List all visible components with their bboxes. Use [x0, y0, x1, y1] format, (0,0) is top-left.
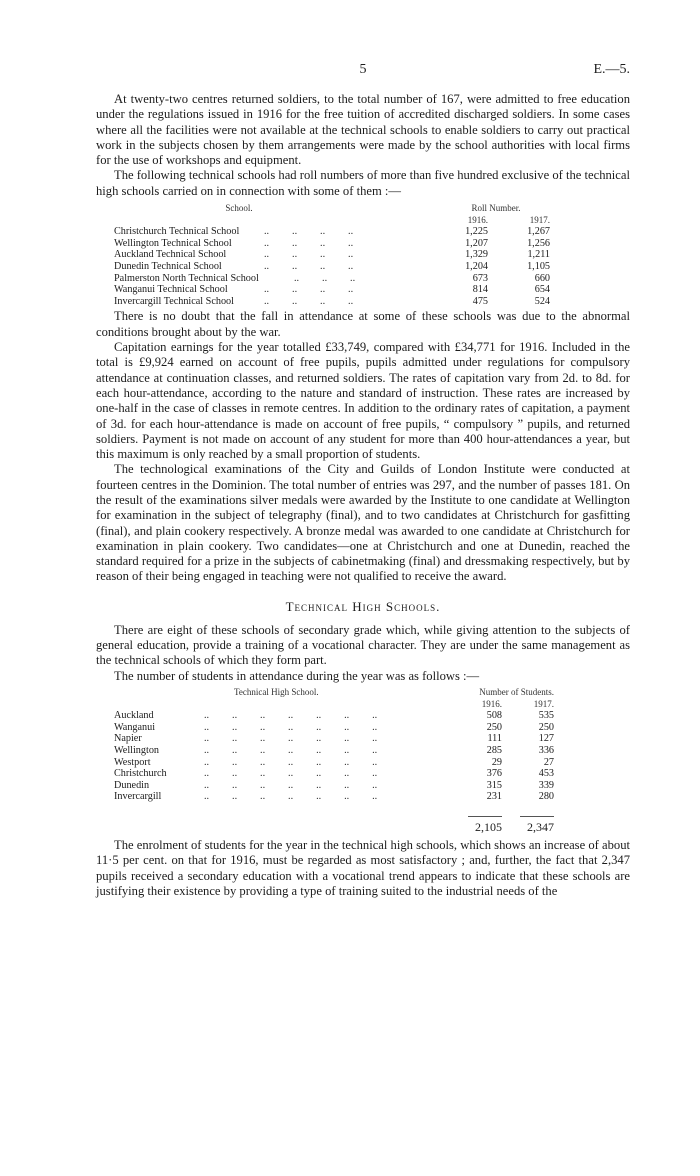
table1-school-name: Palmerston North Technical School — [114, 272, 259, 284]
paragraph-roll-numbers-intro: The following technical schools had roll numbers of more than five hundred exclusive of the technical high schools carried on in connection with some of them :— — [96, 168, 630, 198]
table1-school-name: Dunedin Technical School — [114, 261, 222, 273]
table2-school-name: Invercargill — [114, 791, 162, 803]
table2-students-header: Number of Students. — [479, 686, 554, 697]
table2-value-1916: 231 — [486, 791, 502, 803]
total-rule — [502, 803, 554, 821]
table1-value-1917: 1,267 — [527, 226, 550, 238]
total-1916: 2,105 — [475, 820, 502, 835]
table2-value-1916: 29 — [491, 756, 502, 768]
table1-value-1917: 1,256 — [527, 237, 550, 249]
table2-leader-dots: .. .. .. .. .. .. .. — [204, 791, 378, 803]
section-heading — [96, 599, 630, 615]
table1-leader-dots: .. .. .. .. — [264, 295, 354, 307]
table1-leader-dots: .. .. .. .. — [264, 226, 354, 238]
table1-school-name: Auckland Technical School — [114, 249, 227, 261]
table1-school-name: Wellington Technical School — [114, 237, 232, 249]
table-row — [114, 249, 550, 261]
table1-year-1916: 1916. — [467, 214, 488, 225]
table2-leader-dots: .. .. .. .. .. .. .. — [204, 779, 378, 791]
paragraph-enrolment: The enrolment of students for the year in the technical high schools, which shows an increase of about 11·5 per cent. on that for 1916, must be regarded as most satisfactory ; and, further, the fact that 2,347 pupils received a secondary education with a vocational trend appears to indicate that these schools are justifying their existence by providing a type of training suited to the industrial needs of the — [96, 838, 630, 898]
table2-value-1917: 535 — [538, 710, 554, 722]
table1-value-1917: 660 — [534, 272, 550, 284]
table2-school-name: Dunedin — [114, 779, 150, 791]
table2-value-1916: 376 — [486, 768, 502, 780]
students-table — [114, 687, 554, 834]
table1-value-1916: 475 — [472, 295, 488, 307]
page-header — [96, 62, 630, 92]
table1-value-1917: 524 — [534, 295, 550, 307]
table2-leader-dots: .. .. .. .. .. .. .. — [204, 768, 378, 780]
table2-leader-dots: .. .. .. .. .. .. .. — [204, 710, 378, 722]
table-row — [114, 710, 554, 722]
table1-leader-dots: .. .. .. — [294, 272, 356, 284]
table1-school-name: Invercargill Technical School — [114, 295, 234, 307]
table1-school-header: School. — [225, 203, 253, 214]
table1-leader-dots: .. .. .. .. — [264, 261, 354, 273]
table2-school-name: Auckland — [114, 710, 154, 722]
paragraph-capitation: Capitation earnings for the year totalled £33,749, compared with £34,771 for 1916. Included in the total is £9,924 earned on account of free pupils, pupils admitted under regulations for compulsory attendance at continuation classes, and returned soldiers. The rates of capitation vary from 2d. to 8d. for each hour-attendance, according to the nature and standard of instruction. These rates are increased by one-half in the case of classes in remote centres. In addition to the ordinary rates of capitation, a payment of 3d. for each hour-attendance is made on account of free pupils, “ compulsory ” pupils, and returned soldiers. Payment is not made on account of any student for more than 400 hour-attendances a year, but this maximum is only reached by a small proportion of students. — [96, 340, 630, 462]
table1-leader-dots: .. .. .. .. — [264, 249, 354, 261]
table2-leader-dots: .. .. .. .. .. .. .. — [204, 733, 378, 745]
table2-value-1917: 339 — [538, 779, 554, 791]
table1-value-1916: 1,204 — [465, 261, 488, 273]
table1-roll-number-header: Roll Number. — [471, 203, 521, 214]
table-row — [114, 273, 550, 285]
table2-value-1917: 250 — [538, 721, 554, 733]
table-row — [114, 757, 554, 769]
table-row — [114, 296, 550, 308]
table1-value-1916: 1,207 — [465, 237, 488, 249]
table2-school-name: Wanganui — [114, 721, 156, 733]
table2-value-1916: 250 — [486, 721, 502, 733]
table2-leader-dots: .. .. .. .. .. .. .. — [204, 721, 378, 733]
table2-value-1917: 127 — [538, 733, 554, 745]
roll-numbers-table — [114, 203, 550, 307]
paragraph-attendance-fall: There is no doubt that the fall in attendance at some of these schools was due to the abnormal conditions brought about by the war. — [96, 309, 630, 339]
totals-row — [114, 820, 554, 834]
table2-school-name: Christchurch — [114, 768, 167, 780]
paragraph-attendance-intro: The number of students in attendance during the year was as follows :— — [114, 668, 480, 683]
table1-value-1917: 654 — [534, 284, 550, 296]
table1-value-1917: 1,105 — [527, 261, 550, 273]
table2-school-name: Wellington — [114, 744, 160, 756]
table-row — [114, 261, 550, 273]
table2-school-name: Westport — [114, 756, 151, 768]
table2-school-header: Technical High School. — [234, 686, 319, 697]
table-row — [114, 284, 550, 296]
table2-value-1916: 508 — [486, 710, 502, 722]
table1-value-1916: 673 — [472, 272, 488, 284]
table1-value-1917: 1,211 — [527, 249, 550, 261]
document-reference: E.—5. — [593, 62, 630, 77]
table2-school-name: Napier — [114, 733, 142, 745]
table2-value-1917: 280 — [538, 791, 554, 803]
total-rule — [462, 803, 502, 821]
page-number: 5 — [359, 62, 367, 77]
table2-leader-dots: .. .. .. .. .. .. .. — [204, 744, 378, 756]
table-row — [114, 791, 554, 803]
table-row — [114, 768, 554, 780]
table-row — [114, 745, 554, 757]
table1-school-name: Wanganui Technical School — [114, 284, 228, 296]
table2-value-1917: 453 — [538, 768, 554, 780]
paragraph-returned-soldiers: At twenty-two centres returned soldiers, to the total number of 167, were admitted to free education under the regulations issued in 1916 for the free tuition of accredited discharged soldiers. In some cases where all the facilities were not available at the technical schools to enable soldiers to carry out practical work in the subjects chosen by them arrangements were made by the school authorities with local firms for the use of workshops and equipment. — [96, 92, 630, 168]
document-page — [96, 62, 630, 899]
table1-year-1917: 1917. — [529, 214, 550, 225]
table2-year-1917: 1917. — [533, 698, 554, 709]
table-row — [114, 722, 554, 734]
paragraph-high-schools: There are eight of these schools of secondary grade which, while giving attention to the subjects of general education, provide a training of a vocational character. They are under the same management as the technical schools of which they form part. — [96, 622, 630, 668]
paragraph-examinations: The technological examinations of the City and Guilds of London Institute were conducted at fourteen centres in the Dominion. The total number of entries was 297, and the number of passes 181. On the result of the examinations silver medals were awarded by the Institute to one candidate at Wellington for examination in the subject of telegraphy (final), and to two candidates at Christchurch for gasfitting (final), and plain cookery respectively. A bronze medal was awarded to one candidate at Christchurch for examination in plain cookery. Two candidates—one at Christchurch and one at Dunedin, reached the standard required for a prize in the subjects of cabinetmaking (final) and dressmaking respectively, but by reason of their being engaged in teaching were not qualified to receive the award. — [96, 462, 630, 584]
table-row — [114, 226, 550, 238]
table1-value-1916: 814 — [472, 284, 488, 296]
section-heading-text: Technical High Schools. — [285, 598, 441, 614]
table-row — [114, 238, 550, 250]
table1-leader-dots: .. .. .. .. — [264, 237, 354, 249]
total-1917: 2,347 — [527, 820, 554, 835]
table2-leader-dots: .. .. .. .. .. .. .. — [204, 756, 378, 768]
table2-value-1916: 315 — [486, 779, 502, 791]
table2-value-1917: 27 — [543, 756, 554, 768]
table1-leader-dots: .. .. .. .. — [264, 284, 354, 296]
table-row — [114, 780, 554, 792]
table1-school-name: Christchurch Technical School — [114, 226, 240, 238]
table1-value-1916: 1,225 — [465, 226, 488, 238]
table2-value-1916: 111 — [487, 733, 502, 745]
table2-value-1916: 285 — [486, 744, 502, 756]
table2-value-1917: 336 — [538, 744, 554, 756]
table2-year-1916: 1916. — [481, 698, 502, 709]
table-row — [114, 733, 554, 745]
table1-value-1916: 1,329 — [465, 249, 488, 261]
